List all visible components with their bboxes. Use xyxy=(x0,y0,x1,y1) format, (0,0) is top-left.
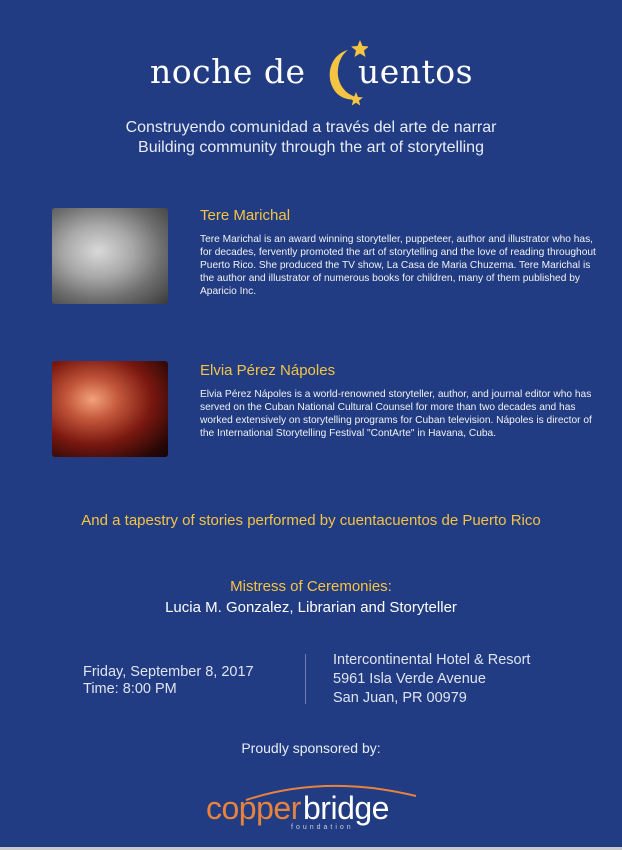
tagline-spanish: Construyendo comunidad a través del arte de narrar xyxy=(125,119,497,136)
sponsor-logo-bridge: bridge xyxy=(303,790,389,826)
venue-address-line1: 5961 Isla Verde Avenue xyxy=(333,671,486,687)
venue-name: Intercontinental Hotel & Resort xyxy=(333,652,531,668)
sponsor-logo-subtitle: foundation xyxy=(291,824,354,831)
star-icon xyxy=(349,92,363,106)
tapestry-line: And a tapestry of stories performed by cuentacuentos de Puerto Rico xyxy=(81,512,541,529)
venue-address-line2: San Juan, PR 00979 xyxy=(333,690,467,706)
speaker-bio: Elvia Pérez Nápoles is a world-renowned storyteller, author, and journal editor who has served on the Cuban National Cultural Counsel for more than two decades and has worked extensively on storytelling programs for Cuban television. Nápoles is director of the International Storytelling Festival "ContArte" in Havana, Cuba. xyxy=(200,389,592,440)
tagline-english: Building community through the art of storytelling xyxy=(138,139,484,156)
logo-text-right: uentos xyxy=(358,52,474,91)
speaker-photo-elvia-perez-napoles xyxy=(52,361,168,457)
event-logo xyxy=(0,30,622,110)
speaker-name: Tere Marichal xyxy=(200,207,291,224)
event-time: Time: 8:00 PM xyxy=(83,681,177,697)
sponsor-label: Proudly sponsored by: xyxy=(241,740,381,756)
speaker-name: Elvia Pérez Nápoles xyxy=(200,362,336,379)
sponsor-logo-copper: copper xyxy=(206,790,301,826)
logo-text-left: noche de xyxy=(150,52,306,91)
event-datetime xyxy=(83,664,254,698)
event-date: Friday, September 8, 2017 xyxy=(83,664,254,680)
event-venue xyxy=(333,651,530,708)
speaker-photo-tere-marichal xyxy=(52,208,168,304)
divider xyxy=(305,654,306,704)
ceremonies-name: Lucia M. Gonzalez, Librarian and Storyteller xyxy=(165,599,457,616)
ceremonies-label: Mistress of Ceremonies: xyxy=(230,578,392,595)
speaker-bio: Tere Marichal is an award winning storyteller, puppeteer, author and illustrator who has, for decades, fervently promoted the art of storytelling and the love of reading throughout Puerto Rico. She produced the TV show, La Casa de Maria Chuzema. Tere Marichal is the author and illustrator of numerous books for children, many of them published by Aparicio Inc. xyxy=(200,234,596,298)
sponsor-logo xyxy=(206,778,418,836)
